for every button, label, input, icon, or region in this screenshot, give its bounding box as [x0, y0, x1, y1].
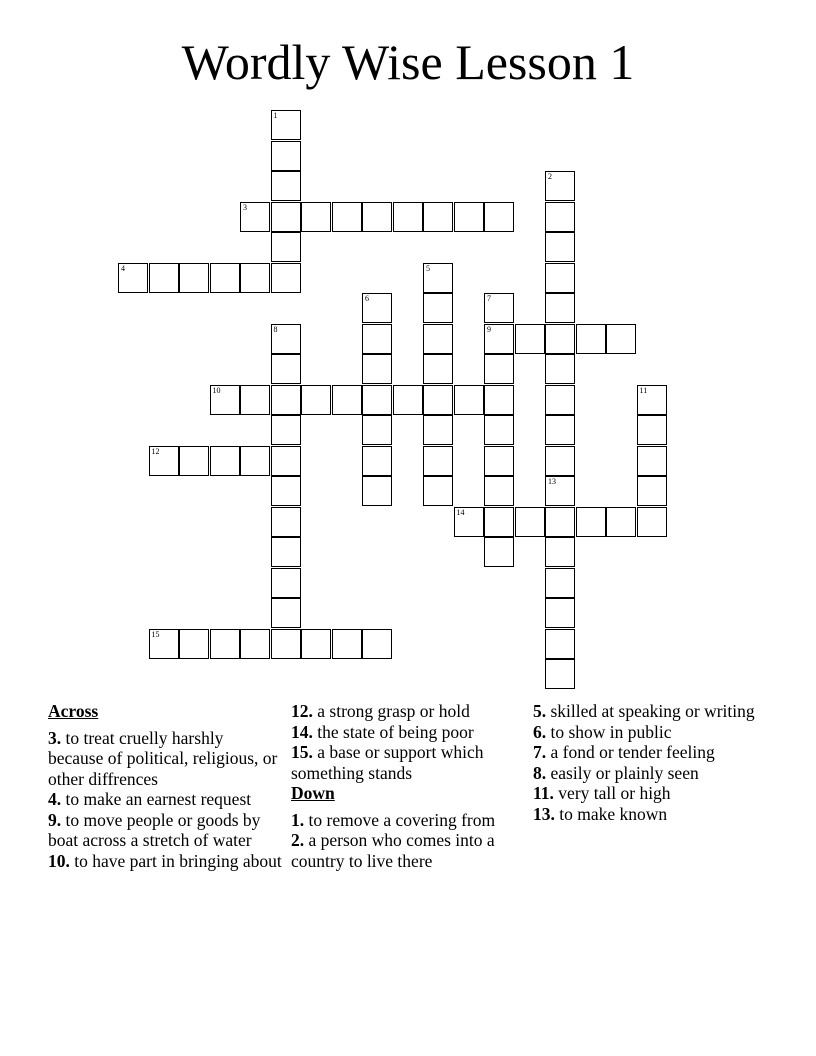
down-heading: Down	[291, 783, 335, 803]
grid-cell[interactable]	[545, 171, 575, 201]
grid-cell[interactable]	[332, 629, 362, 659]
page-title: Wordly Wise Lesson 1	[181, 34, 635, 90]
grid-cell[interactable]	[484, 537, 514, 567]
grid-cell[interactable]	[545, 568, 575, 598]
grid-cell[interactable]	[606, 507, 636, 537]
grid-cell[interactable]	[149, 629, 179, 659]
grid-cell[interactable]	[362, 629, 392, 659]
grid-cell[interactable]	[118, 263, 148, 293]
grid-cell[interactable]	[301, 202, 331, 232]
grid-cell[interactable]	[637, 385, 667, 415]
grid-cell[interactable]	[271, 110, 301, 140]
cell-number: 7	[487, 294, 491, 303]
grid-cell[interactable]	[637, 476, 667, 506]
clue-across-10: 10. to have part in bringing about	[48, 850, 282, 871]
cell-number: 12	[151, 446, 160, 456]
grid-cell[interactable]	[515, 507, 545, 537]
grid-cell[interactable]	[393, 385, 423, 415]
cell-number: 1	[273, 111, 278, 120]
grid-cell[interactable]	[637, 507, 667, 537]
grid-cell[interactable]	[545, 202, 575, 232]
grid-cell[interactable]	[240, 385, 270, 415]
clue-down-8: 8. easily or plainly seen	[533, 762, 699, 783]
grid-cell[interactable]	[484, 354, 514, 384]
grid-cell[interactable]	[240, 629, 270, 659]
grid-cell[interactable]	[423, 354, 453, 384]
grid-cell[interactable]	[454, 202, 484, 232]
grid-cell[interactable]	[271, 415, 301, 445]
grid-cell[interactable]	[545, 324, 575, 354]
grid-cell[interactable]	[545, 446, 575, 476]
grid-cell[interactable]	[423, 385, 453, 415]
cell-number: 5	[426, 263, 430, 273]
cell-number: 9	[487, 324, 491, 334]
clue-across-4: 4. to make an earnest request	[48, 789, 252, 809]
clue-down-13: 13. to make known	[533, 803, 668, 824]
grid-cell[interactable]	[301, 385, 331, 415]
grid-cell[interactable]	[545, 232, 575, 262]
grid-cell[interactable]	[301, 629, 331, 659]
clue-across-14: 14. the state of being poor	[291, 721, 474, 742]
grid-cell[interactable]	[484, 385, 514, 415]
across-heading: Across	[48, 701, 99, 721]
clues-column-2	[291, 701, 526, 871]
grid-cell[interactable]	[423, 446, 453, 476]
grid-cell[interactable]	[149, 263, 179, 293]
grid-cell[interactable]	[484, 324, 514, 354]
grid-cell[interactable]	[545, 354, 575, 384]
grid-cell[interactable]	[454, 385, 484, 415]
grid-cell[interactable]	[423, 202, 453, 232]
grid-cell[interactable]	[271, 232, 301, 262]
grid-cell[interactable]	[210, 446, 240, 476]
grid-cell[interactable]	[484, 476, 514, 506]
grid-cell[interactable]	[362, 324, 392, 354]
grid-cell[interactable]	[484, 415, 514, 445]
grid-cell[interactable]	[179, 629, 209, 659]
cell-number: 13	[548, 477, 556, 486]
grid-cell[interactable]	[271, 202, 301, 232]
grid-cell[interactable]	[484, 293, 514, 323]
grid-cell[interactable]	[271, 598, 301, 628]
clues-column-3	[533, 701, 768, 824]
grid-cell[interactable]	[545, 598, 575, 628]
grid-cell[interactable]	[271, 171, 301, 201]
grid-cell[interactable]	[271, 446, 301, 476]
clue-down-5: 5. skilled at speaking or writing	[533, 701, 755, 721]
grid-cell[interactable]	[423, 415, 453, 445]
grid-cell[interactable]	[362, 415, 392, 445]
grid-cell[interactable]	[545, 263, 575, 293]
cell-number: 3	[243, 202, 247, 212]
grid-cell[interactable]	[423, 293, 453, 323]
grid-cell[interactable]	[362, 354, 392, 384]
grid-cell[interactable]	[271, 537, 301, 567]
grid-cell[interactable]	[362, 202, 392, 232]
grid-cell[interactable]	[423, 263, 453, 293]
grid-cell[interactable]	[362, 293, 392, 323]
grid-cell[interactable]	[515, 324, 545, 354]
grid-cell[interactable]	[179, 446, 209, 476]
clue-down-11: 11. very tall or high	[533, 783, 671, 803]
grid-cell[interactable]	[179, 263, 209, 293]
grid-cell[interactable]	[484, 507, 514, 537]
cell-number: 6	[365, 294, 369, 303]
grid-cell[interactable]	[545, 415, 575, 445]
grid-cell[interactable]	[545, 507, 575, 537]
grid-cell[interactable]	[332, 385, 362, 415]
grid-cell[interactable]	[454, 507, 484, 537]
grid-cell[interactable]	[545, 476, 575, 506]
cell-number: 8	[273, 324, 278, 334]
grid-cell[interactable]	[271, 324, 301, 354]
grid-cell[interactable]	[545, 659, 575, 689]
grid-cell[interactable]	[210, 263, 240, 293]
grid-cell[interactable]	[149, 446, 179, 476]
grid-cell[interactable]	[271, 568, 301, 598]
grid-cell[interactable]	[271, 629, 301, 659]
clue-across-9: 9. to move people or goods by boat across a stretch of water	[48, 809, 261, 850]
grid-cell[interactable]	[576, 507, 606, 537]
grid-cell[interactable]	[240, 263, 270, 293]
grid-cell[interactable]	[240, 202, 270, 232]
grid-cell[interactable]	[423, 476, 453, 506]
cell-number: 10	[212, 385, 221, 395]
clue-across-15: 15. a base or support which something stands	[291, 742, 484, 783]
clue-across-12: 12. a strong grasp or hold	[291, 701, 470, 721]
clue-down-7: 7. a fond or tender feeling	[533, 742, 715, 762]
grid-cell[interactable]	[576, 324, 606, 354]
grid-cell[interactable]	[393, 202, 423, 232]
clue-down-1: 1. to remove a covering from	[291, 809, 496, 830]
grid-cell[interactable]	[362, 446, 392, 476]
clue-down-6: 6. to show in public	[533, 721, 672, 742]
clue-down-2: 2. a person who comes into a country to live there	[291, 830, 495, 871]
cell-number: 11	[639, 385, 648, 395]
cell-number: 14	[456, 507, 465, 517]
grid-cell[interactable]	[637, 446, 667, 476]
grid-cell[interactable]	[362, 385, 392, 415]
grid-cell[interactable]	[606, 324, 636, 354]
grid-cell[interactable]	[271, 385, 301, 415]
cell-number: 4	[121, 263, 125, 273]
grid-cell[interactable]	[271, 354, 301, 384]
grid-cell[interactable]	[545, 293, 575, 323]
grid-cell[interactable]	[637, 415, 667, 445]
grid-cell[interactable]	[240, 446, 270, 476]
clues-column-1	[48, 701, 283, 871]
grid-cell[interactable]	[271, 476, 301, 506]
grid-cell[interactable]	[210, 629, 240, 659]
grid-cell[interactable]	[332, 202, 362, 232]
grid-cell[interactable]	[362, 476, 392, 506]
grid-cell[interactable]	[271, 263, 301, 293]
grid-cell[interactable]	[210, 385, 240, 415]
cell-number: 2	[548, 172, 552, 181]
grid-cell[interactable]	[423, 324, 453, 354]
grid-cell[interactable]	[484, 446, 514, 476]
grid-cell[interactable]	[545, 385, 575, 415]
grid-cell[interactable]	[545, 537, 575, 567]
grid-cell[interactable]	[271, 141, 301, 171]
clue-across-3: 3. to treat cruelly harshly because of political, religious, or other diffrences	[48, 727, 278, 789]
cell-number: 15	[151, 629, 160, 639]
grid-cell[interactable]	[484, 202, 514, 232]
grid-cell[interactable]	[271, 507, 301, 537]
grid-cell[interactable]	[545, 629, 575, 659]
